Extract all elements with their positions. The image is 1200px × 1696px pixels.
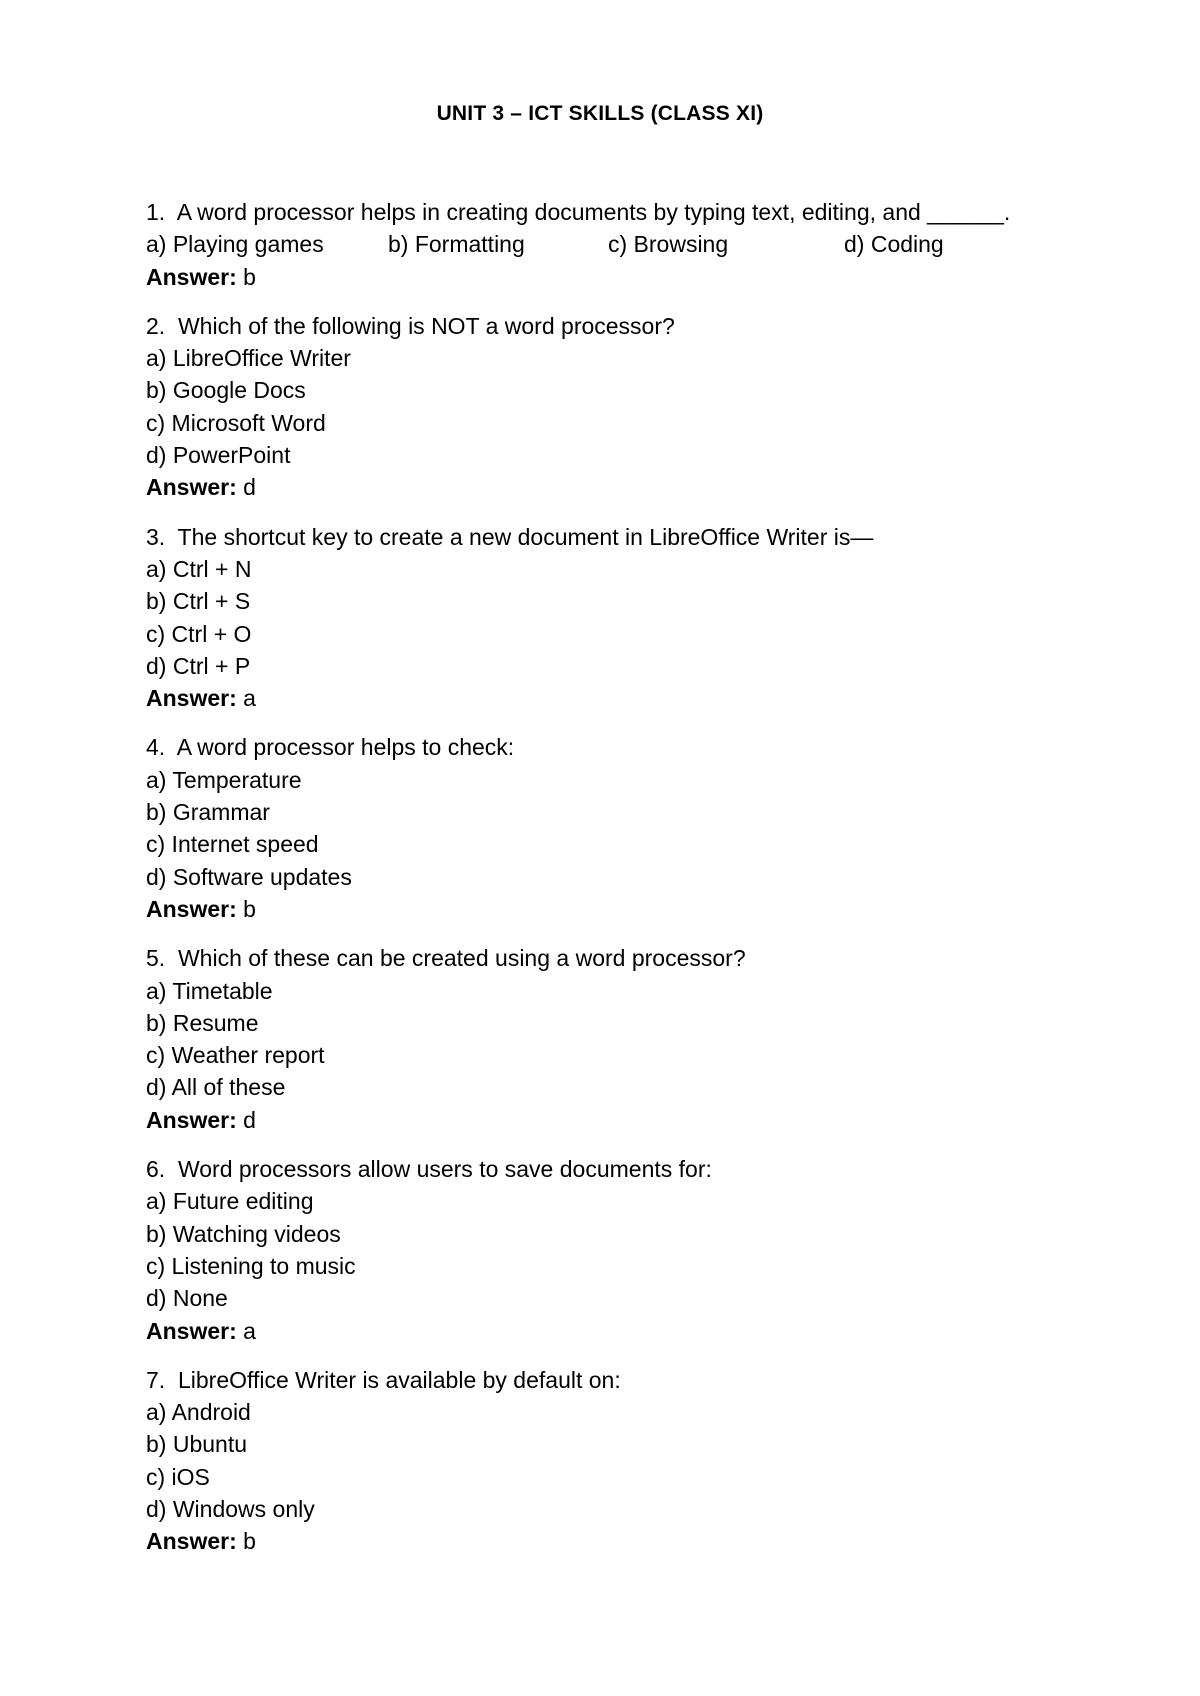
option-b: b) Resume — [146, 1009, 259, 1036]
option-c: c) Ctrl + O — [146, 620, 252, 647]
question-stem: 4. A word processor helps to check: — [146, 734, 515, 761]
option-d: d) None — [146, 1285, 228, 1312]
answer-line — [146, 1525, 1146, 1557]
option-d: d) Software updates — [146, 863, 352, 890]
option-a: a) Future editing — [146, 1188, 314, 1215]
answer-value: a — [243, 685, 256, 712]
question-stem: 2. Which of the following is NOT a word processor? — [146, 312, 675, 339]
answer-value: b — [243, 263, 256, 290]
option-d: d) Windows only — [146, 1495, 315, 1522]
question-2 — [146, 310, 1146, 504]
option-b: b) Ctrl + S — [146, 588, 251, 615]
answer-line — [146, 1315, 1146, 1347]
option-a: a) Ctrl + N — [146, 555, 252, 582]
option-b: b) Grammar — [146, 799, 270, 826]
answer-line — [146, 1104, 1146, 1136]
option-c: c) Weather report — [146, 1042, 325, 1069]
option-d: d) Coding — [844, 231, 944, 258]
question-stem: 5. Which of these can be created using a word processor? — [146, 945, 746, 972]
option-c: c) Listening to music — [146, 1252, 356, 1279]
answer-label: Answer: — [146, 263, 237, 290]
option-b: b) Formatting — [388, 231, 525, 258]
option-b: b) Watching videos — [146, 1220, 341, 1247]
option-c: c) Internet speed — [146, 831, 319, 858]
option-c: c) Browsing — [608, 231, 729, 258]
answer-line — [146, 893, 1146, 925]
question-4 — [146, 731, 1146, 925]
question-6 — [146, 1153, 1146, 1347]
question-list — [146, 196, 1146, 1575]
answer-line — [146, 471, 1146, 503]
answer-label: Answer: — [146, 474, 237, 501]
option-d: d) All of these — [146, 1074, 286, 1101]
answer-label: Answer: — [146, 1317, 237, 1344]
option-d: d) Ctrl + P — [146, 652, 251, 679]
question-7 — [146, 1364, 1146, 1558]
option-a: a) Playing games — [146, 231, 324, 258]
answer-value: d — [243, 1106, 256, 1133]
answer-label: Answer: — [146, 895, 237, 922]
question-stem: 3. The shortcut key to create a new document in LibreOffice Writer is— — [146, 523, 874, 550]
answer-label: Answer: — [146, 1528, 237, 1555]
answer-label: Answer: — [146, 685, 237, 712]
answer-line — [146, 682, 1146, 714]
answer-value: a — [243, 1317, 256, 1344]
question-5 — [146, 942, 1146, 1136]
option-b: b) Google Docs — [146, 377, 306, 404]
answer-value: b — [243, 895, 256, 922]
option-c: c) iOS — [146, 1463, 210, 1490]
option-a: a) Timetable — [146, 977, 273, 1004]
answer-value: d — [243, 474, 256, 501]
question-1 — [146, 196, 1146, 293]
option-a: a) Android — [146, 1399, 251, 1426]
question-stem: 7. LibreOffice Writer is available by default on: — [146, 1366, 621, 1393]
option-a: a) Temperature — [146, 766, 302, 793]
option-b: b) Ubuntu — [146, 1431, 248, 1458]
page-title: UNIT 3 – ICT SKILLS (CLASS XI) — [436, 102, 764, 125]
option-c: c) Microsoft Word — [146, 409, 326, 436]
question-stem: 1. A word processor helps in creating documents by typing text, editing, and ______. — [146, 199, 1011, 225]
answer-line — [146, 261, 1146, 293]
answer-label: Answer: — [146, 1106, 237, 1133]
question-3 — [146, 521, 1146, 715]
option-a: a) LibreOffice Writer — [146, 345, 351, 372]
answer-value: b — [243, 1528, 256, 1555]
option-d: d) PowerPoint — [146, 442, 291, 469]
option-row — [146, 228, 1146, 260]
question-stem: 6. Word processors allow users to save documents for: — [146, 1156, 712, 1183]
